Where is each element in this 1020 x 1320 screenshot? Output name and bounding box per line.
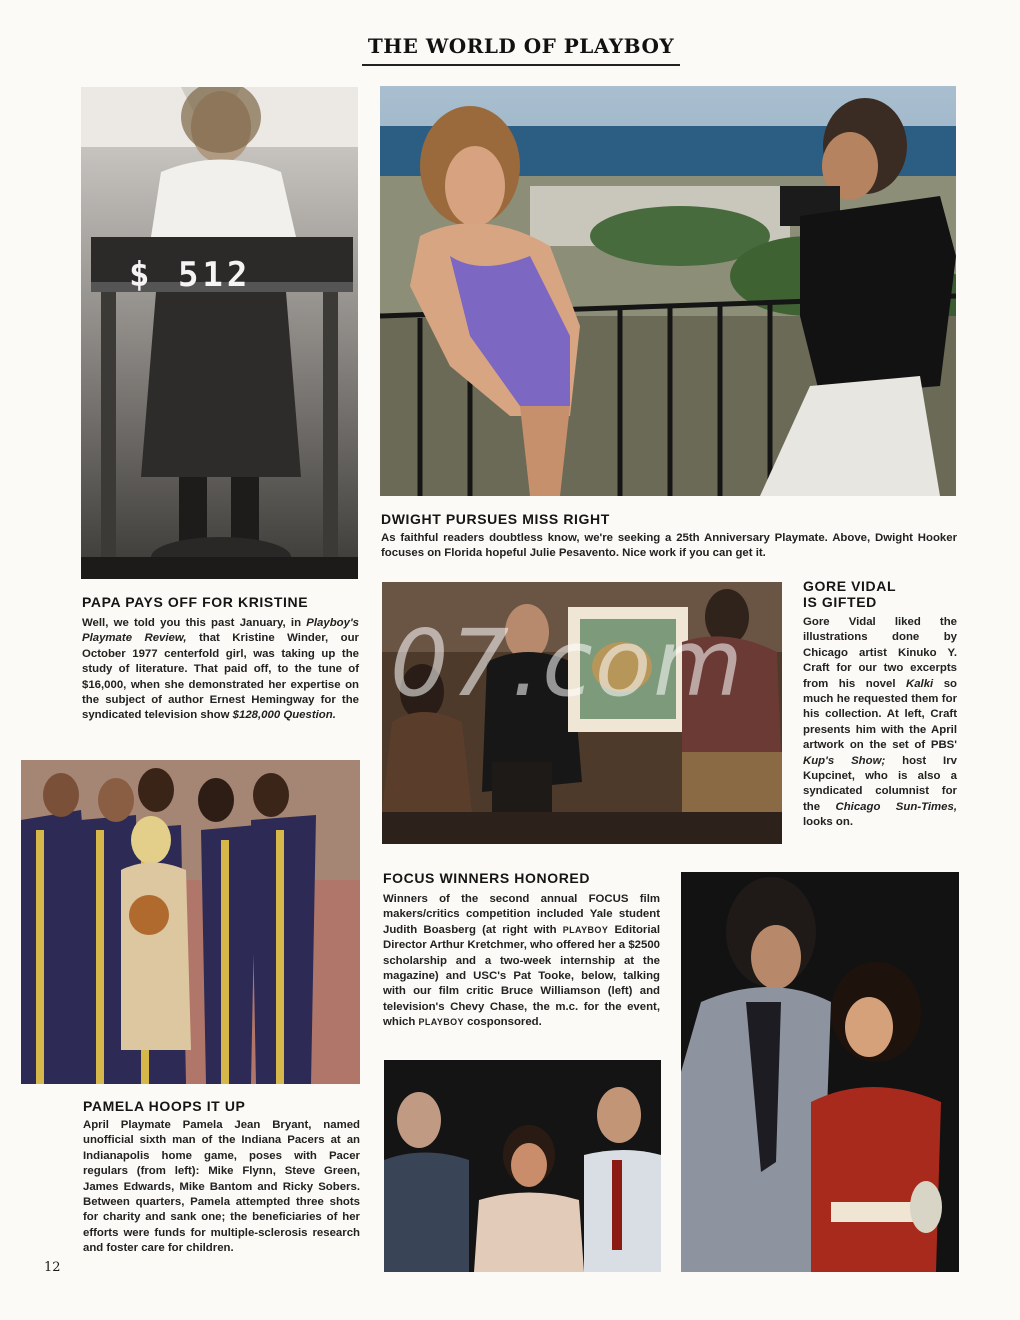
headline-dwight: DWIGHT PURSUES MISS RIGHT	[381, 511, 610, 527]
photo-williamson-tooke-chase	[384, 1060, 661, 1272]
section-title: THE WORLD OF PLAYBOY	[367, 34, 675, 58]
headline-gore-vidal-1: GORE VIDAL	[803, 578, 897, 594]
title-rule	[362, 64, 680, 66]
body-pamela: April Playmate Pamela Jean Bryant, named unofficial sixth man of the Indiana Pacers at an Indianapolis home game, poses with Pacer regulars (from left): Mike Flynn, Steve Green, James Edwards, Mike Bantom and Ricky Sobers. Between quarters, Pamela attempted three shots for charity and sank one; the beneficiaries of her efforts were funds for multiple-sclerosis research and foster care for children.	[83, 1119, 360, 1255]
photo-gore-vidal-presentation	[382, 582, 782, 844]
body-dwight: As faithful readers doubtless know, we're seeking a 25th Anniversary Playmate. Above, Dwight Hooker focuses on Florida hopeful Julie Pesavento. Nice work if you can get it.	[381, 532, 957, 560]
watermark: 07.com	[390, 610, 745, 717]
body-kristine: Well, we told you this past January, in Playboy's Playmate Review, that Kristine Winder, our October 1977 centerfold girl, was taking up the study of literature. That paid off, to the tune of $16,000, when she demonstrated her expertise on the subject of author Ernest Hemingway for the syndicated television show $128,000 Question.	[82, 617, 359, 722]
body-focus: Winners of the second annual FOCUS film makers/critics competition included Yale student Judith Boasberg (at right with PLAYBOY Editorial Director Arthur Kretchmer, who offered her a $2500 scholarship and a two-week internship at the magazine) and USC's Pat Tooke, below, talking with our film critic Bruce Williamson (left) and television's Chevy Chase, the m.c. for the event, which PLAYBOY cosponsored.	[383, 893, 661, 1029]
photo-kristine-podium	[81, 87, 358, 579]
podium-score-display: $ 512	[129, 255, 252, 295]
photo-dwight-balcony	[380, 86, 956, 496]
photo-pacers-team	[21, 760, 360, 1084]
body-gore-vidal: Gore Vidal liked the illustrations done by Chicago artist Kinuko Y. Craft for our two excerpts from his novel Kalki so much he requested them for his collection. At left, Craft presents him with the April artwork on the set of PBS' Kup's Show; host Irv Kupcinet, who is also a syndicated columnist for the Chicago Sun-Times, looks on.	[803, 616, 957, 829]
page-number: 12	[44, 1260, 61, 1275]
headline-pamela: PAMELA HOOPS IT UP	[83, 1098, 246, 1114]
headline-kristine: PAPA PAYS OFF FOR KRISTINE	[82, 594, 309, 610]
photo-boasberg-kretchmer	[681, 872, 959, 1272]
headline-focus: FOCUS WINNERS HONORED	[383, 870, 591, 886]
headline-gore-vidal-2: IS GIFTED	[803, 594, 877, 610]
